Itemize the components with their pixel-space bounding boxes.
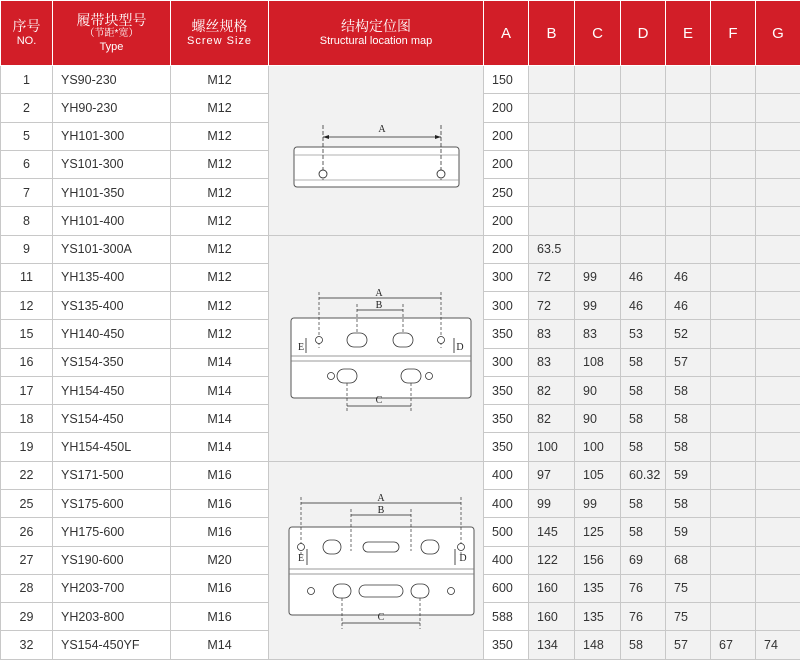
row-dim-f — [711, 348, 756, 376]
row-dim-g — [756, 376, 800, 404]
row-dim-b — [529, 150, 575, 178]
row-dim-b: 122 — [529, 546, 575, 574]
dim-e-label: E — [297, 553, 305, 565]
row-screw: M12 — [171, 122, 269, 150]
row-screw: M12 — [171, 235, 269, 263]
row-dim-g — [756, 150, 800, 178]
header-no: 序号 NO. — [1, 1, 53, 66]
row-dim-a: 350 — [484, 320, 529, 348]
row-dim-g — [756, 263, 800, 291]
row-dim-d — [621, 94, 666, 122]
row-no: 11 — [1, 263, 53, 291]
row-dim-b — [529, 122, 575, 150]
row-dim-d: 58 — [621, 376, 666, 404]
header-col-f: F — [711, 1, 756, 66]
row-dim-g — [756, 489, 800, 517]
row-dim-b — [529, 94, 575, 122]
header-row — [1, 1, 800, 66]
row-type: YH101-400 — [53, 207, 171, 235]
row-no: 7 — [1, 179, 53, 207]
row-dim-a: 400 — [484, 546, 529, 574]
row-no: 27 — [1, 546, 53, 574]
row-dim-f — [711, 320, 756, 348]
row-no: 16 — [1, 348, 53, 376]
row-screw: M12 — [171, 94, 269, 122]
dim-d-label: D — [459, 553, 467, 565]
table-row — [1, 235, 800, 263]
dim-c-label: C — [377, 612, 385, 624]
row-dim-a: 200 — [484, 94, 529, 122]
row-dim-b: 134 — [529, 631, 575, 659]
row-dim-d: 60.32 — [621, 461, 666, 489]
row-dim-d: 58 — [621, 433, 666, 461]
row-dim-f — [711, 207, 756, 235]
row-dim-f — [711, 263, 756, 291]
row-dim-e: 58 — [666, 405, 711, 433]
row-type: YH101-350 — [53, 179, 171, 207]
row-no: 8 — [1, 207, 53, 235]
row-type: YS171-500 — [53, 461, 171, 489]
row-type: YH203-700 — [53, 574, 171, 602]
header-screw: 螺丝规格 Screw Size — [171, 1, 269, 66]
row-dim-e: 58 — [666, 489, 711, 517]
row-dim-c: 99 — [575, 489, 621, 517]
row-dim-f — [711, 179, 756, 207]
row-no: 32 — [1, 631, 53, 659]
row-dim-c: 99 — [575, 263, 621, 291]
row-screw: M16 — [171, 603, 269, 631]
row-screw: M20 — [171, 546, 269, 574]
row-type: YH203-800 — [53, 603, 171, 631]
row-dim-e — [666, 207, 711, 235]
row-type: YH175-600 — [53, 518, 171, 546]
row-no: 2 — [1, 94, 53, 122]
header-type: 履带块型号 （节距*宽） Type — [53, 1, 171, 66]
row-dim-a: 200 — [484, 235, 529, 263]
row-dim-a: 500 — [484, 518, 529, 546]
row-type: YS90-230 — [53, 66, 171, 94]
row-dim-d: 69 — [621, 546, 666, 574]
row-dim-f — [711, 150, 756, 178]
row-dim-f — [711, 574, 756, 602]
row-dim-e: 75 — [666, 574, 711, 602]
row-dim-c: 135 — [575, 574, 621, 602]
row-dim-d: 46 — [621, 292, 666, 320]
row-dim-d — [621, 66, 666, 94]
row-dim-g — [756, 518, 800, 546]
row-dim-a: 350 — [484, 433, 529, 461]
row-dim-c — [575, 122, 621, 150]
row-dim-a: 300 — [484, 292, 529, 320]
row-screw: M14 — [171, 348, 269, 376]
row-dim-a: 200 — [484, 207, 529, 235]
header-col-a: A — [484, 1, 529, 66]
row-dim-c: 100 — [575, 433, 621, 461]
row-dim-e — [666, 66, 711, 94]
row-dim-b: 63.5 — [529, 235, 575, 263]
row-type: YH154-450L — [53, 433, 171, 461]
row-dim-e: 57 — [666, 348, 711, 376]
row-screw: M16 — [171, 518, 269, 546]
row-dim-e — [666, 94, 711, 122]
row-dim-c — [575, 94, 621, 122]
row-dim-a: 400 — [484, 461, 529, 489]
row-dim-g — [756, 574, 800, 602]
row-screw: M12 — [171, 263, 269, 291]
row-dim-g — [756, 433, 800, 461]
structural-map-cell — [269, 461, 484, 659]
row-no: 25 — [1, 489, 53, 517]
row-dim-d: 58 — [621, 405, 666, 433]
row-dim-b: 82 — [529, 405, 575, 433]
row-dim-c — [575, 207, 621, 235]
row-dim-d: 58 — [621, 348, 666, 376]
row-screw: M14 — [171, 433, 269, 461]
row-type: YS101-300 — [53, 150, 171, 178]
row-dim-c: 83 — [575, 320, 621, 348]
two-hole-pad-diagram — [276, 85, 476, 215]
row-dim-a: 350 — [484, 631, 529, 659]
row-dim-g — [756, 320, 800, 348]
dim-d-label: D — [456, 342, 464, 354]
row-dim-g — [756, 179, 800, 207]
row-screw: M14 — [171, 405, 269, 433]
row-dim-e: 59 — [666, 518, 711, 546]
row-dim-a: 350 — [484, 405, 529, 433]
row-dim-b: 83 — [529, 320, 575, 348]
row-dim-d — [621, 150, 666, 178]
row-type: YH140-450 — [53, 320, 171, 348]
row-dim-c: 148 — [575, 631, 621, 659]
row-screw: M16 — [171, 461, 269, 489]
row-dim-g — [756, 66, 800, 94]
row-no: 18 — [1, 405, 53, 433]
header-map: 结构定位图 Structural location map — [269, 1, 484, 66]
row-dim-d: 58 — [621, 631, 666, 659]
row-dim-e: 58 — [666, 376, 711, 404]
row-dim-f — [711, 546, 756, 574]
row-dim-f — [711, 433, 756, 461]
header-col-b: B — [529, 1, 575, 66]
dim-e-label: E — [297, 342, 305, 354]
row-screw: M16 — [171, 574, 269, 602]
row-dim-e: 57 — [666, 631, 711, 659]
row-dim-c — [575, 179, 621, 207]
row-no: 12 — [1, 292, 53, 320]
row-type: YS154-450 — [53, 405, 171, 433]
row-screw: M12 — [171, 320, 269, 348]
row-dim-f — [711, 489, 756, 517]
row-dim-g — [756, 292, 800, 320]
table-row — [1, 461, 800, 489]
row-dim-c — [575, 66, 621, 94]
row-dim-g — [756, 122, 800, 150]
row-dim-b: 83 — [529, 348, 575, 376]
row-dim-f — [711, 461, 756, 489]
row-dim-f — [711, 603, 756, 631]
row-dim-a: 400 — [484, 489, 529, 517]
row-dim-f — [711, 122, 756, 150]
row-dim-a: 300 — [484, 263, 529, 291]
row-dim-b: 72 — [529, 292, 575, 320]
row-dim-e: 68 — [666, 546, 711, 574]
row-no: 15 — [1, 320, 53, 348]
row-dim-b: 72 — [529, 263, 575, 291]
row-dim-e: 75 — [666, 603, 711, 631]
row-screw: M14 — [171, 631, 269, 659]
row-dim-b: 160 — [529, 603, 575, 631]
row-dim-a: 150 — [484, 66, 529, 94]
row-no: 19 — [1, 433, 53, 461]
row-dim-d — [621, 235, 666, 263]
row-dim-b — [529, 179, 575, 207]
row-dim-b — [529, 66, 575, 94]
dim-a-label: A — [378, 124, 386, 136]
dim-c-label: C — [375, 395, 383, 407]
row-dim-e: 46 — [666, 263, 711, 291]
row-screw: M12 — [171, 66, 269, 94]
row-dim-g: 74 — [756, 631, 800, 659]
row-type: YH154-450 — [53, 376, 171, 404]
row-dim-e — [666, 122, 711, 150]
row-dim-f — [711, 94, 756, 122]
row-dim-b: 160 — [529, 574, 575, 602]
row-dim-a: 588 — [484, 603, 529, 631]
row-screw: M14 — [171, 376, 269, 404]
row-dim-g — [756, 348, 800, 376]
row-dim-d: 76 — [621, 603, 666, 631]
row-screw: M12 — [171, 150, 269, 178]
row-type: YS101-300A — [53, 235, 171, 263]
header-col-d: D — [621, 1, 666, 66]
header-col-c: C — [575, 1, 621, 66]
row-dim-e — [666, 235, 711, 263]
dim-a-label: A — [377, 493, 385, 505]
row-dim-d: 58 — [621, 489, 666, 517]
row-dim-g — [756, 546, 800, 574]
row-no: 29 — [1, 603, 53, 631]
row-dim-d — [621, 122, 666, 150]
row-dim-c: 135 — [575, 603, 621, 631]
row-dim-g — [756, 603, 800, 631]
row-dim-d — [621, 179, 666, 207]
row-dim-g — [756, 207, 800, 235]
row-dim-g — [756, 461, 800, 489]
row-dim-b: 97 — [529, 461, 575, 489]
row-no: 6 — [1, 150, 53, 178]
dim-b-label: B — [377, 505, 385, 517]
row-dim-c: 105 — [575, 461, 621, 489]
row-dim-d: 58 — [621, 518, 666, 546]
four-hole-pad-diagram — [271, 278, 481, 418]
header-col-g: G — [756, 1, 800, 66]
row-dim-a: 300 — [484, 348, 529, 376]
row-dim-c — [575, 235, 621, 263]
row-no: 5 — [1, 122, 53, 150]
row-type: YH101-300 — [53, 122, 171, 150]
row-dim-f — [711, 235, 756, 263]
slot-pad-diagram — [271, 485, 481, 635]
row-dim-e — [666, 150, 711, 178]
row-dim-a: 350 — [484, 376, 529, 404]
table-row — [1, 66, 800, 94]
row-dim-c: 90 — [575, 405, 621, 433]
row-dim-c: 156 — [575, 546, 621, 574]
structural-map-cell — [269, 66, 484, 236]
row-no: 28 — [1, 574, 53, 602]
row-dim-c: 90 — [575, 376, 621, 404]
row-dim-b — [529, 207, 575, 235]
row-dim-g — [756, 235, 800, 263]
row-dim-d — [621, 207, 666, 235]
row-dim-e: 46 — [666, 292, 711, 320]
row-type: YS135-400 — [53, 292, 171, 320]
dim-a-label: A — [375, 288, 383, 300]
row-dim-f — [711, 376, 756, 404]
row-screw: M16 — [171, 489, 269, 517]
dim-b-label: B — [375, 300, 383, 312]
row-dim-d: 46 — [621, 263, 666, 291]
row-no: 9 — [1, 235, 53, 263]
row-screw: M12 — [171, 292, 269, 320]
row-dim-b: 100 — [529, 433, 575, 461]
row-dim-e: 59 — [666, 461, 711, 489]
structural-map-cell — [269, 235, 484, 461]
row-screw: M12 — [171, 207, 269, 235]
row-dim-c: 108 — [575, 348, 621, 376]
row-dim-b: 145 — [529, 518, 575, 546]
row-no: 17 — [1, 376, 53, 404]
row-dim-d: 53 — [621, 320, 666, 348]
table-body — [1, 66, 800, 660]
row-dim-c — [575, 150, 621, 178]
row-type: YH135-400 — [53, 263, 171, 291]
row-screw: M12 — [171, 179, 269, 207]
row-dim-e: 58 — [666, 433, 711, 461]
row-dim-f — [711, 405, 756, 433]
row-dim-b: 82 — [529, 376, 575, 404]
row-no: 1 — [1, 66, 53, 94]
row-dim-a: 600 — [484, 574, 529, 602]
row-dim-a: 250 — [484, 179, 529, 207]
row-dim-a: 200 — [484, 122, 529, 150]
row-dim-b: 99 — [529, 489, 575, 517]
row-type: YH90-230 — [53, 94, 171, 122]
row-dim-g — [756, 94, 800, 122]
row-no: 22 — [1, 461, 53, 489]
row-type: YS154-350 — [53, 348, 171, 376]
row-dim-c: 99 — [575, 292, 621, 320]
header-col-e: E — [666, 1, 711, 66]
row-dim-f — [711, 518, 756, 546]
row-type: YS154-450YF — [53, 631, 171, 659]
row-dim-a: 200 — [484, 150, 529, 178]
row-dim-f — [711, 292, 756, 320]
row-dim-c: 125 — [575, 518, 621, 546]
row-no: 26 — [1, 518, 53, 546]
row-dim-f — [711, 66, 756, 94]
row-dim-e: 52 — [666, 320, 711, 348]
row-dim-f: 67 — [711, 631, 756, 659]
row-dim-g — [756, 405, 800, 433]
row-type: YS175-600 — [53, 489, 171, 517]
row-type: YS190-600 — [53, 546, 171, 574]
row-dim-d: 76 — [621, 574, 666, 602]
row-dim-e — [666, 179, 711, 207]
